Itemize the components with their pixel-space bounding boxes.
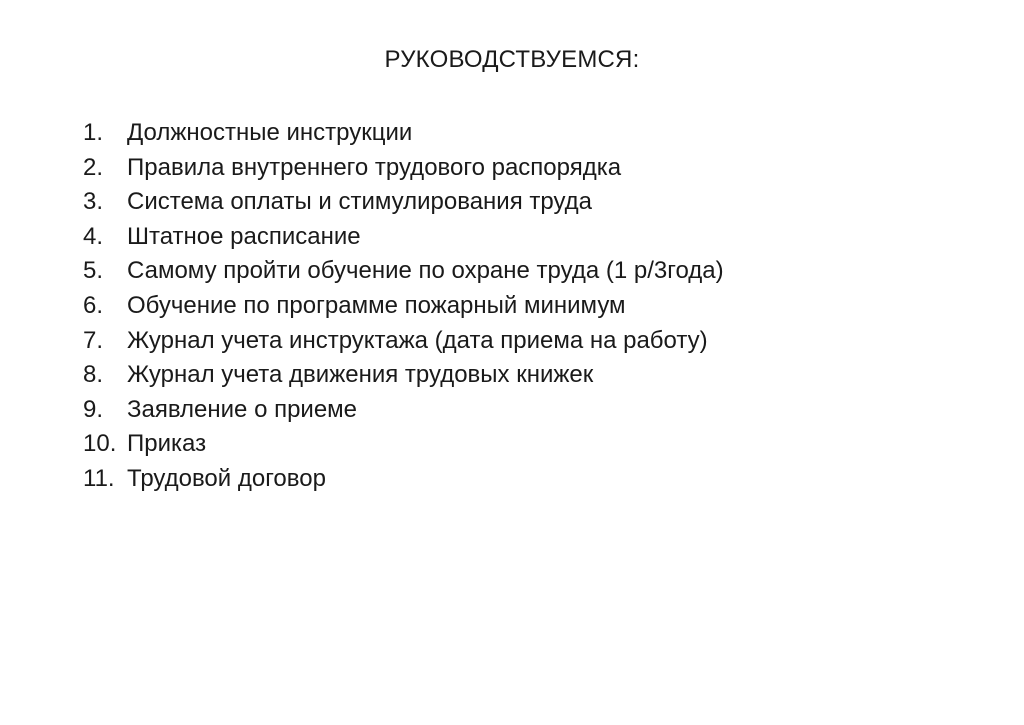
list-item-text: Обучение по программе пожарный минимум (127, 291, 626, 319)
list-item-text: Самому пройти обучение по охране труда (1 р/3года) (127, 257, 724, 285)
list-item-text: Заявление о приеме (127, 395, 358, 423)
list-item (83, 254, 724, 289)
list-item-number: 6. (83, 291, 104, 319)
list-item-text: Должностные инструкции (127, 119, 413, 146)
list-item-number: 4. (83, 222, 104, 250)
list-item (83, 289, 724, 324)
list-item-number: 10. (83, 430, 117, 458)
list-item-number: 8. (83, 361, 104, 389)
list-item (83, 116, 724, 151)
list-item-number: 7. (83, 326, 104, 354)
list-item-text: Правила внутреннего трудового распорядка (127, 153, 622, 181)
list-item-number: 1. (83, 119, 104, 146)
list-item-number: 3. (83, 188, 104, 216)
list-item (83, 358, 724, 393)
list-item-text: Журнал учета движения трудовых книжек (127, 361, 594, 389)
list-item (83, 393, 724, 428)
list-item-number: 2. (83, 153, 104, 181)
list-item-number: 11. (83, 464, 115, 492)
slide-title: РУКОВОДСТВУЕМСЯ: (384, 46, 640, 73)
list-item (83, 151, 724, 186)
list-item (83, 324, 724, 359)
list-item-number: 9. (83, 395, 104, 423)
list-item (83, 185, 724, 220)
document-list (83, 116, 724, 497)
list-item (83, 462, 724, 497)
list-item-text: Система оплаты и стимулирования труда (127, 188, 592, 216)
list-item-text: Трудовой договор (127, 464, 326, 492)
list-item-number: 5. (83, 257, 104, 285)
list-item-text: Журнал учета инструктажа (дата приема на работу) (127, 326, 708, 354)
list-item (83, 427, 724, 462)
list-item-text: Штатное расписание (127, 222, 361, 250)
list-item (83, 220, 724, 255)
list-item-text: Приказ (127, 430, 207, 458)
